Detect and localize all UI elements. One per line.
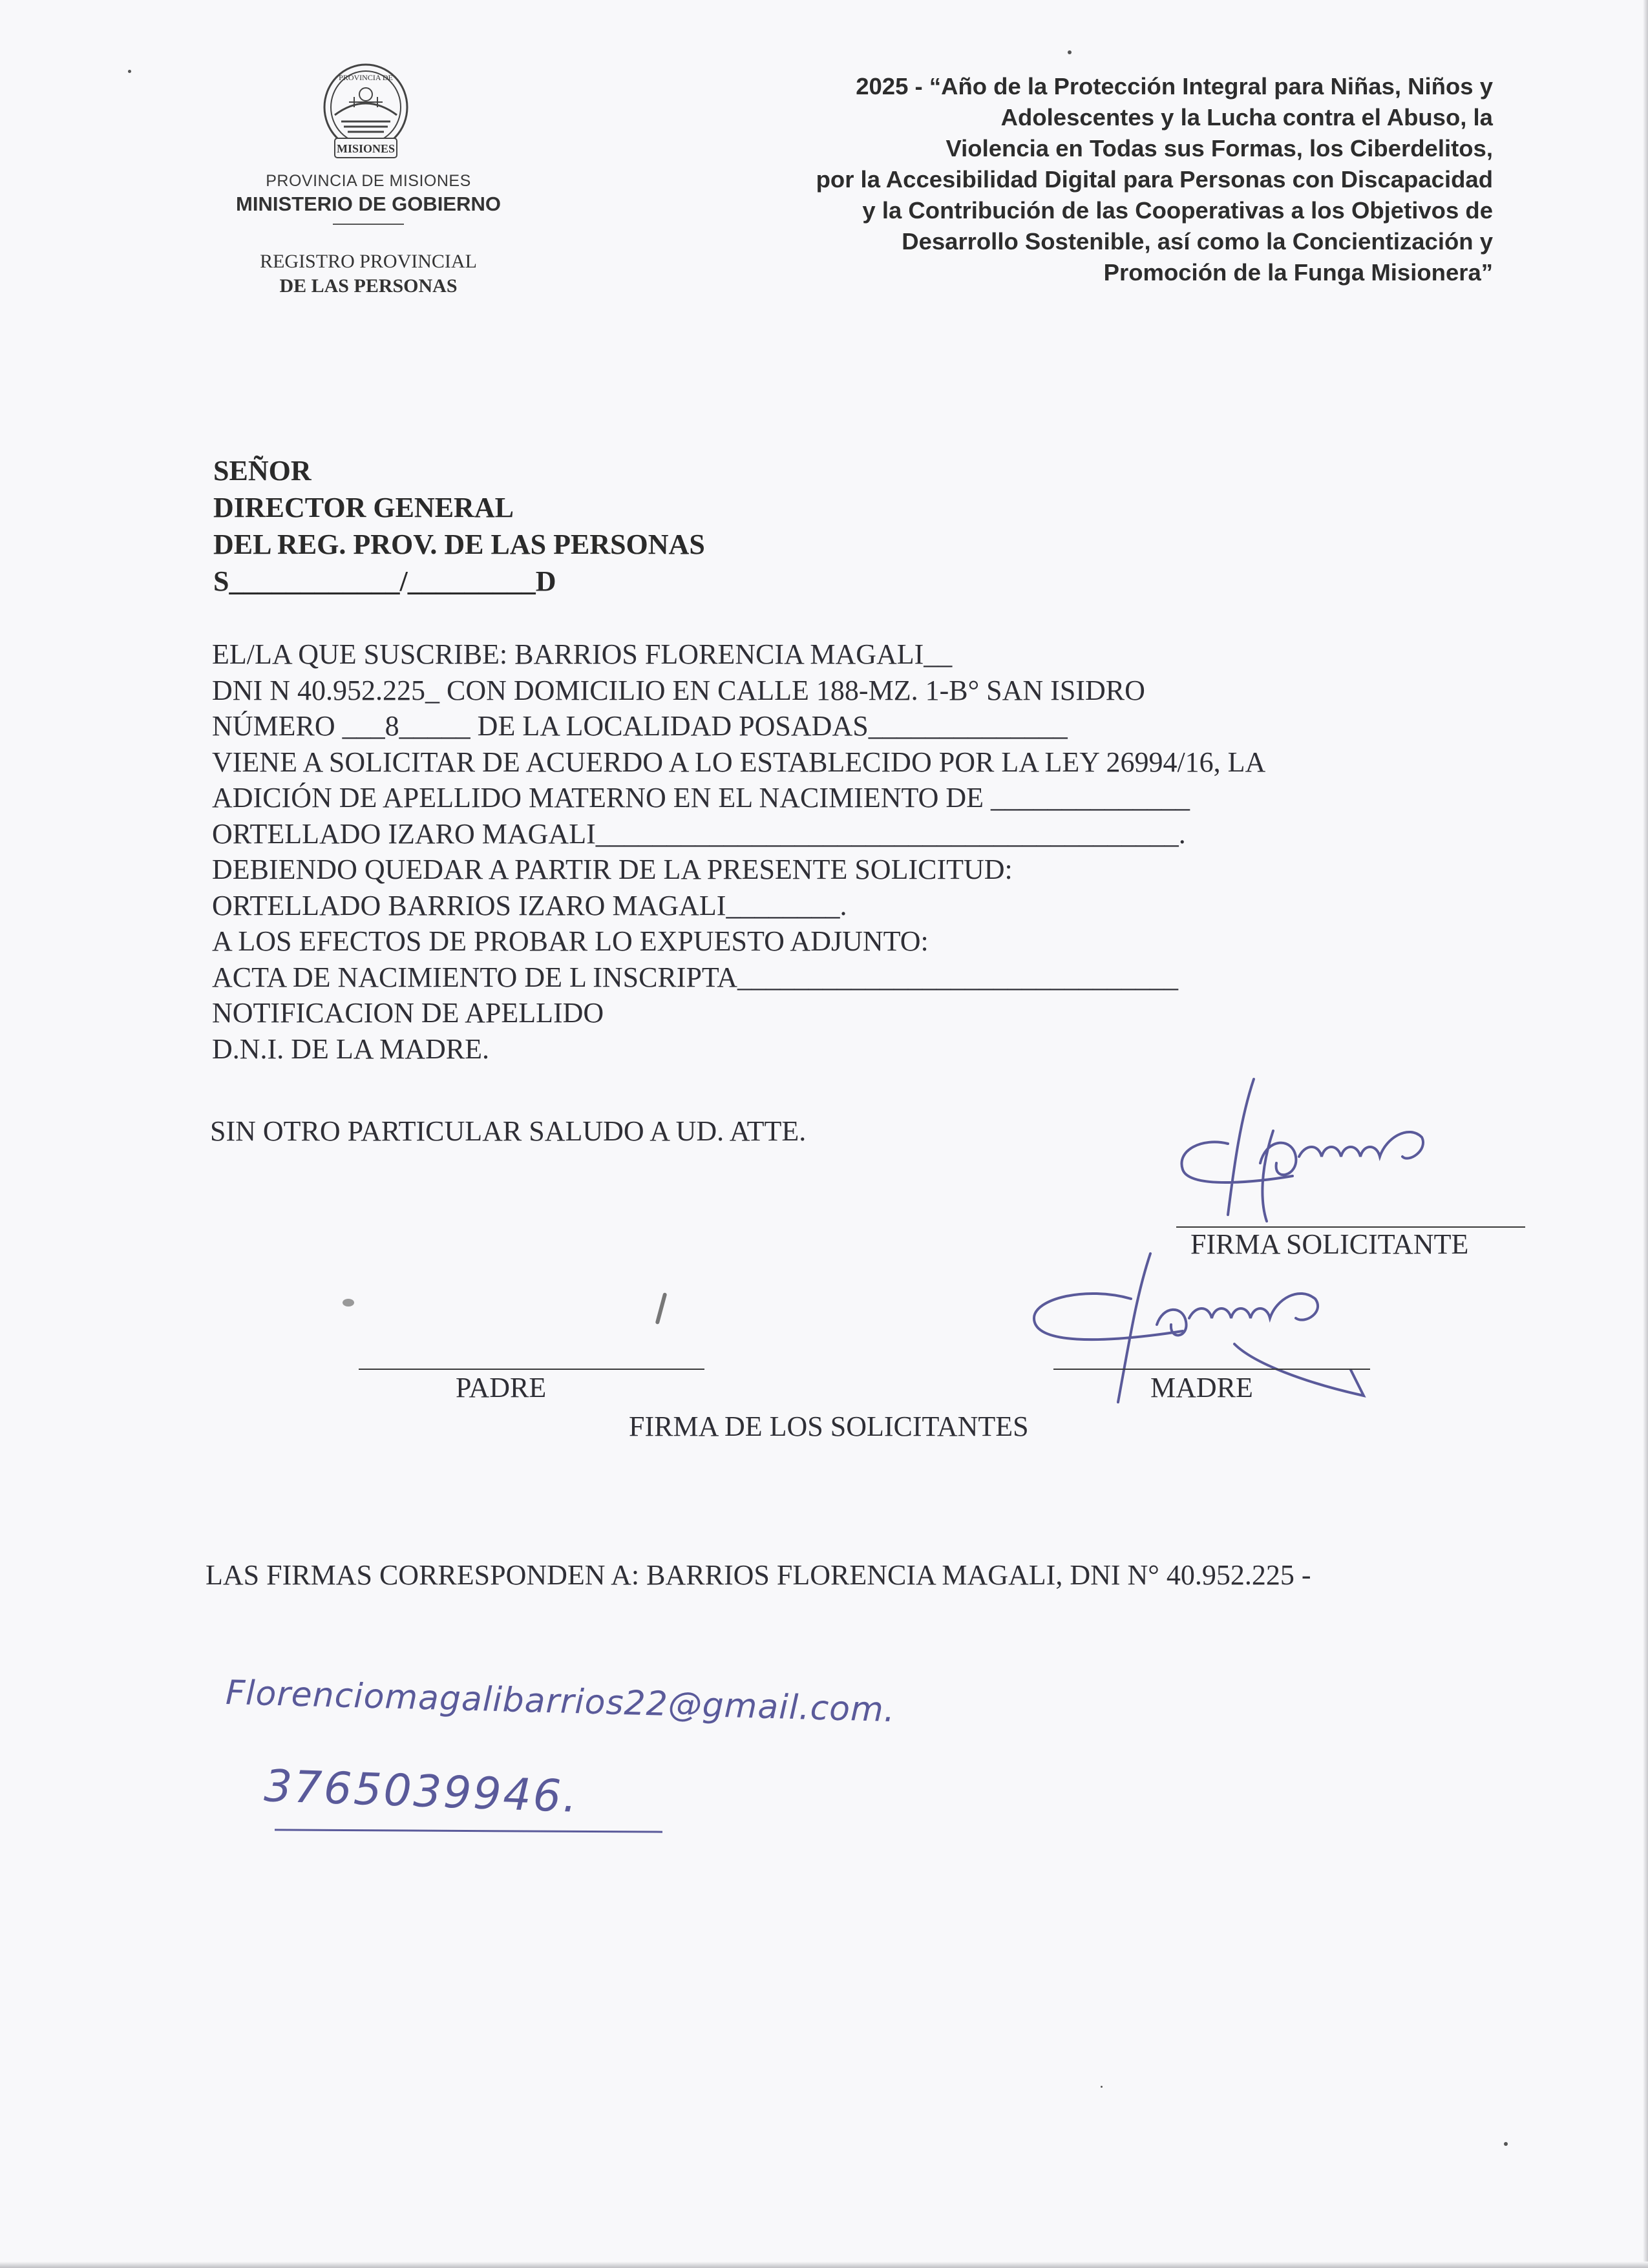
handwritten-email: Florenciomagalibarrios22@gmail.com. [225,1674,896,1730]
scan-speck [343,1299,354,1307]
page-bottom-edge [0,2262,1648,2268]
request-body [212,636,1265,1067]
org-registry [207,249,530,299]
body-line: ORTELLADO BARRIOS IZARO MAGALI________. [212,889,847,921]
mother-signature-line [1053,1369,1370,1370]
scan-speck [655,1292,668,1325]
handwritten-underline [275,1829,662,1832]
registry-line-1: REGISTRO PROVINCIAL [260,251,477,272]
recipient-line: DIRECTOR GENERAL [213,492,514,523]
body-line: VIENE A SOLICITAR DE ACUERDO A LO ESTABLECIDO POR LA LEY 26994/16, LA [212,746,1266,778]
body-line: EL/LA QUE SUSCRIBE: BARRIOS FLORENCIA MAGALI__ [212,638,953,670]
scan-speck [1068,50,1072,54]
body-line: ACTA DE NACIMIENTO DE L INSCRIPTA_______________________________ [212,961,1179,993]
father-signature-label: PADRE [456,1372,547,1403]
scan-speck [1101,2086,1103,2088]
body-line: NOTIFICACION DE APELLIDO [212,997,604,1029]
province-seal-icon [309,53,423,167]
recipient-block [213,452,705,600]
seal-bottom-text: MISIONES [336,142,396,155]
org-divider [333,224,404,225]
page-edge-shadow [1643,0,1648,2268]
body-line: D.N.I. DE LA MADRE. [212,1033,489,1065]
mother-signature-label: MADRE [1150,1372,1253,1403]
applicants-signatures-label: FIRMA DE LOS SOLICITANTES [629,1411,1029,1442]
body-line: ADICIÓN DE APELLIDO MATERNO EN EL NACIMIENTO DE ______________ [212,782,1190,814]
body-line: A LOS EFECTOS DE PROBAR LO EXPUESTO ADJUNTO: [212,925,929,957]
seal-top-text: PROVINCIA DE [339,73,393,82]
applicant-signature-label: FIRMA SOLICITANTE [1190,1228,1469,1260]
closing-salutation: SIN OTRO PARTICULAR SALUDO A UD. ATTE. [210,1115,807,1147]
org-province: PROVINCIA DE MISIONES [266,172,471,190]
recipient-line: SEÑOR [213,455,312,487]
body-line: DNI N 40.952.225_ CON DOMICILIO EN CALLE 188-MZ. 1-B° SAN ISIDRO [212,674,1145,706]
org-ministry: MINISTERIO DE GOBIERNO [236,193,501,215]
scan-speck [1504,2142,1508,2146]
body-line: NÚMERO ___8_____ DE LA LOCALIDAD POSADAS______________ [212,710,1068,742]
father-signature-line [359,1369,704,1370]
handwritten-phone: 3765039946. [263,1761,580,1823]
recipient-line: S____________/_________D [213,565,556,597]
recipient-line: DEL REG. PROV. DE LAS PERSONAS [213,529,705,560]
body-line: ORTELLADO IZARO MAGALI_________________________________________. [212,817,1186,850]
scan-speck [128,70,131,73]
body-line: DEBIENDO QUEDAR A PARTIR DE LA PRESENTE SOLICITUD: [212,854,1013,885]
registry-line-2: DE LAS PERSONAS [279,275,458,297]
signatures-correspond-note: LAS FIRMAS CORRESPONDEN A: BARRIOS FLORENCIA MAGALI, DNI N° 40.952.225 - [206,1559,1311,1591]
year-motto: 2025 - “Año de la Protección Integral para Niñas, Niños y Adolescentes y la Lucha contra el Abuso, la Violencia en Todas sus Formas, los Ciberdelitos, por la Accesibilidad Digital para Personas con Discapacidad y la Contribución de las Cooperativas a los Objetivos de Desarrollo Sostenible, así como la Concientización y Promoción de la Funga Misionera” [816,73,1493,286]
